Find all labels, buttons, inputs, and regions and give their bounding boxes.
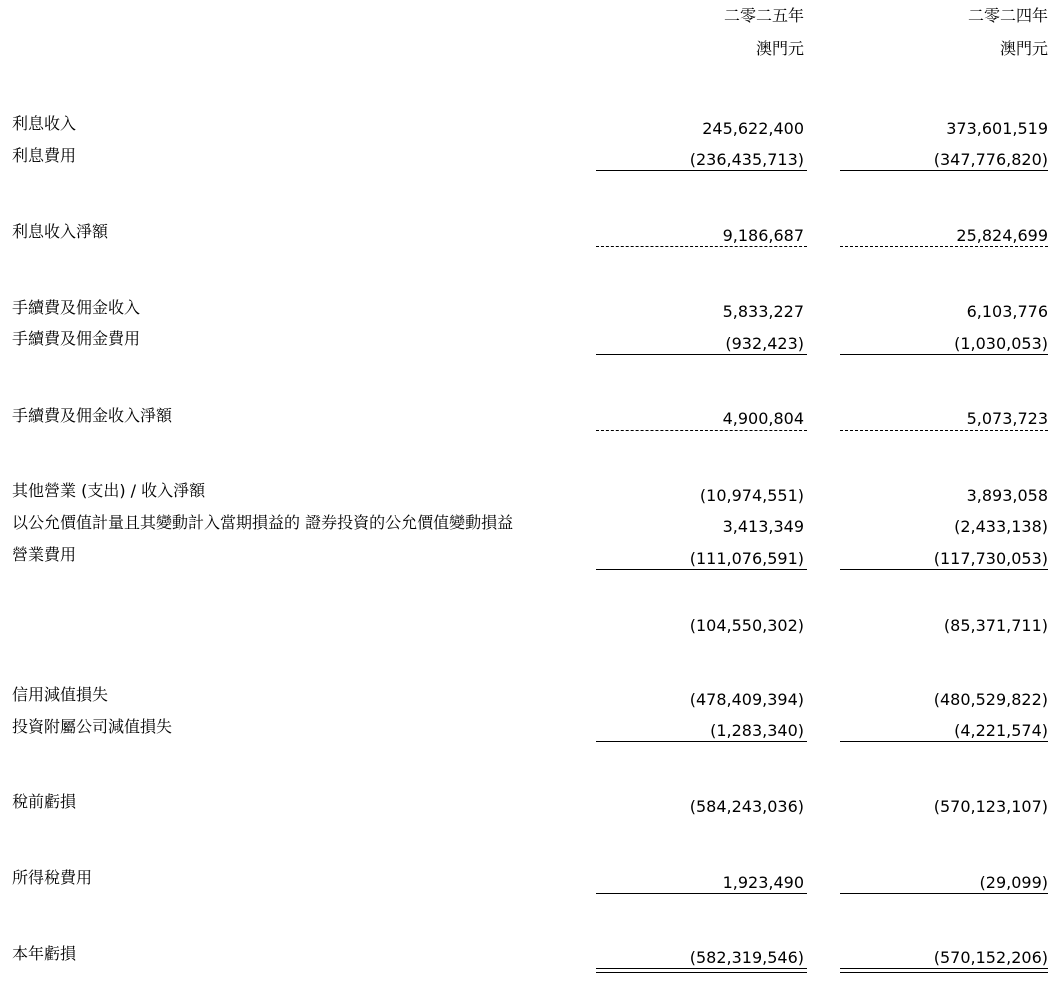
subtotal-rule bbox=[596, 893, 807, 894]
row-value-2025-interest-income: 245,622,400 bbox=[702, 119, 804, 138]
row-label-fee-commission-income: 手續費及佣金收入 bbox=[12, 298, 141, 317]
row-label-net-fee-commission-income: 手續費及佣金收入淨額 bbox=[12, 406, 173, 425]
row-value-2024-fee-commission-expense: (1,030,053) bbox=[954, 334, 1048, 353]
row-value-2025-loss-before-tax: (584,243,036) bbox=[689, 797, 804, 816]
row-label-operating-expenses: 營業費用 bbox=[12, 545, 77, 564]
subtotal-rule bbox=[596, 170, 807, 171]
row-value-2025-fee-commission-expense: (932,423) bbox=[725, 334, 804, 353]
row-value-2025-credit-impairment: (478,409,394) bbox=[689, 690, 804, 709]
col-2024-currency-header: 澳門元 bbox=[999, 39, 1048, 58]
subtotal-rule bbox=[840, 893, 1048, 894]
total-double-rule bbox=[596, 968, 807, 973]
subtotal-rule bbox=[840, 170, 1048, 171]
row-label-loss-for-year: 本年虧損 bbox=[12, 944, 77, 963]
subtotal-dashed-rule bbox=[596, 246, 807, 247]
row-value-2024-credit-impairment: (480,529,822) bbox=[933, 690, 1048, 709]
row-value-2025-operating-expenses: (111,076,591) bbox=[689, 549, 804, 568]
row-label-fair-value-change: 以公允價值計量且其變動計入當期損益的 證券投資的公允價值變動損益 bbox=[12, 513, 514, 532]
row-value-2024-income-tax-expense: (29,099) bbox=[979, 873, 1048, 892]
row-value-2025-interest-expense: (236,435,713) bbox=[689, 150, 804, 169]
row-value-2024-net-interest-income: 25,824,699 bbox=[956, 226, 1048, 245]
subtotal-rule bbox=[840, 569, 1048, 570]
row-value-2024-loss-for-year: (570,152,206) bbox=[933, 948, 1048, 967]
row-label-interest-income: 利息收入 bbox=[12, 114, 77, 133]
subtotal-rule bbox=[596, 741, 807, 742]
row-value-2025-income-tax-expense: 1,923,490 bbox=[722, 873, 804, 892]
row-value-2025-fair-value-change: 3,413,349 bbox=[722, 517, 804, 536]
subtotal-rule bbox=[840, 354, 1048, 355]
row-value-2024-interest-income: 373,601,519 bbox=[946, 119, 1048, 138]
row-label-fee-commission-expense: 手續費及佣金費用 bbox=[12, 329, 141, 348]
total-double-rule bbox=[840, 968, 1048, 973]
subtotal-rule bbox=[596, 569, 807, 570]
row-value-2025-subsidiary-impairment: (1,283,340) bbox=[710, 721, 804, 740]
row-value-2025-other-operating-net: (10,974,551) bbox=[699, 486, 804, 505]
row-value-2024-operating-expenses: (117,730,053) bbox=[933, 549, 1048, 568]
row-label-loss-before-tax: 稅前虧損 bbox=[12, 792, 77, 811]
row-label-credit-impairment: 信用減值損失 bbox=[12, 685, 109, 704]
row-value-2024-operating-subtotal: (85,371,711) bbox=[943, 616, 1048, 635]
row-value-2025-fee-commission-income: 5,833,227 bbox=[722, 302, 804, 321]
subtotal-rule bbox=[596, 354, 807, 355]
row-label-other-operating-net: 其他營業 (支出) / 收入淨額 bbox=[12, 481, 206, 500]
subtotal-dashed-rule bbox=[840, 246, 1048, 247]
subtotal-rule bbox=[840, 741, 1048, 742]
row-label-interest-expense: 利息費用 bbox=[12, 146, 77, 165]
row-value-2024-fair-value-change: (2,433,138) bbox=[954, 517, 1048, 536]
col-2025-year-header: 二零二五年 bbox=[723, 6, 804, 25]
row-value-2024-interest-expense: (347,776,820) bbox=[933, 150, 1048, 169]
row-label-net-interest-income: 利息收入淨額 bbox=[12, 222, 109, 241]
row-label-income-tax-expense: 所得稅費用 bbox=[12, 868, 93, 887]
row-value-2025-loss-for-year: (582,319,546) bbox=[689, 948, 804, 967]
subtotal-dashed-rule bbox=[596, 430, 807, 431]
row-value-2024-other-operating-net: 3,893,058 bbox=[966, 486, 1048, 505]
row-label-subsidiary-impairment: 投資附屬公司減值損失 bbox=[12, 717, 173, 736]
row-value-2025-operating-subtotal: (104,550,302) bbox=[689, 616, 804, 635]
row-value-2024-loss-before-tax: (570,123,107) bbox=[933, 797, 1048, 816]
row-value-2024-net-fee-commission-income: 5,073,723 bbox=[966, 409, 1048, 428]
row-value-2025-net-fee-commission-income: 4,900,804 bbox=[722, 409, 804, 428]
subtotal-dashed-rule bbox=[840, 430, 1048, 431]
row-value-2024-fee-commission-income: 6,103,776 bbox=[966, 302, 1048, 321]
row-value-2025-net-interest-income: 9,186,687 bbox=[722, 226, 804, 245]
row-value-2024-subsidiary-impairment: (4,221,574) bbox=[954, 721, 1048, 740]
col-2024-year-header: 二零二四年 bbox=[967, 6, 1048, 25]
col-2025-currency-header: 澳門元 bbox=[755, 39, 804, 58]
